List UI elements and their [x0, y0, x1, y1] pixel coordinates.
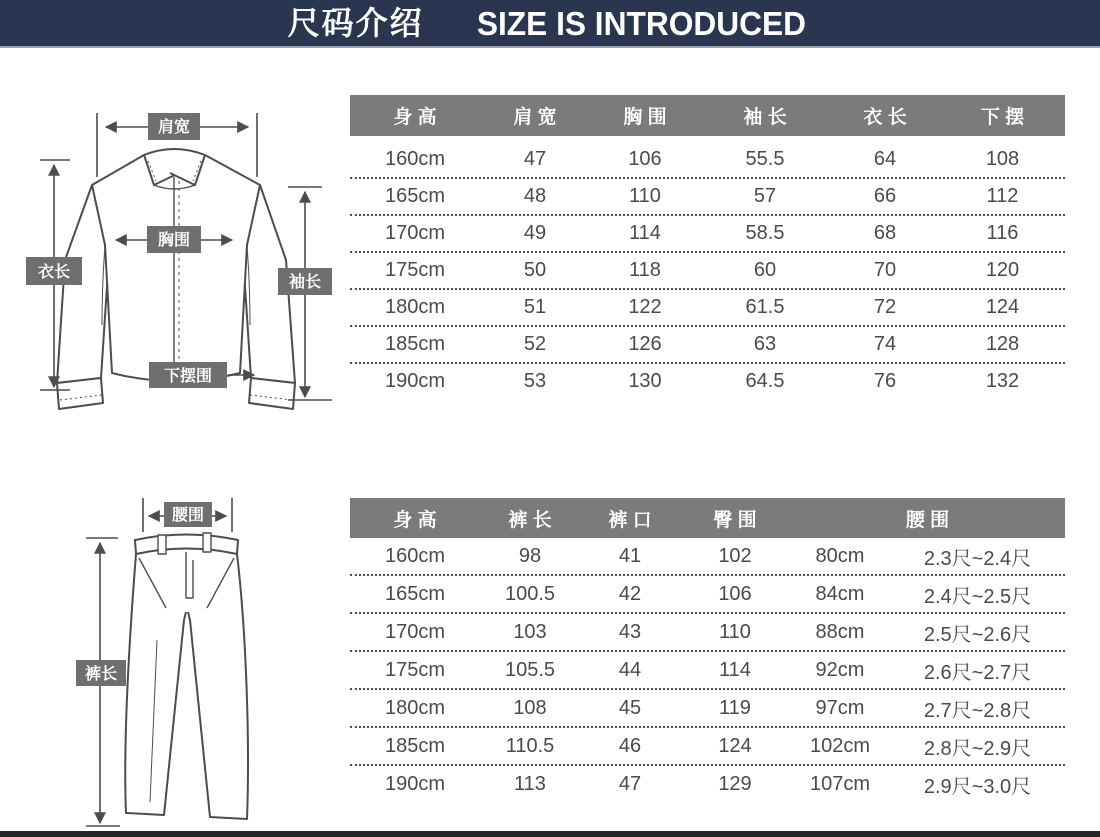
table-cell: 108	[985, 148, 1020, 170]
pants-table-header	[350, 498, 1065, 538]
table-cell: 130	[628, 370, 662, 392]
table-cell: 63	[753, 333, 777, 355]
pants-line-art	[60, 480, 350, 832]
table-cell: 80cm	[815, 544, 865, 567]
table-cell: 2.3尺~2.4尺	[923, 547, 1032, 570]
table-row	[350, 652, 1065, 690]
title-english: SIZE IS INTRODUCED	[476, 4, 806, 42]
table-cell: 126	[628, 333, 662, 355]
table-cell: 44	[618, 658, 642, 681]
col-header-hem: 下 摆	[980, 107, 1025, 128]
col-header-leg-opening: 裤 口	[608, 509, 652, 531]
chest-label: 胸围	[157, 232, 191, 249]
table-cell: 180cm	[384, 296, 446, 318]
table-cell: 120	[985, 259, 1020, 281]
table-cell: 47	[618, 772, 642, 795]
table-cell: 2.4尺~2.5尺	[923, 585, 1032, 608]
table-cell: 190cm	[384, 370, 446, 392]
table-row	[350, 576, 1065, 614]
col-header-hip: 臀 围	[713, 509, 757, 531]
table-cell: 124	[718, 734, 752, 757]
col-header-height: 身 高	[393, 107, 437, 128]
table-cell: 98	[518, 544, 542, 567]
shirt-table-rows	[350, 136, 1065, 399]
table-cell: 49	[523, 222, 547, 244]
pants-measurement-diagram	[60, 480, 350, 837]
section-title-banner	[0, 0, 1100, 48]
col-header-pants-length: 裤 长	[508, 509, 552, 531]
table-cell: 61.5	[745, 296, 785, 318]
table-cell: 160cm	[384, 544, 446, 567]
table-cell: 114	[629, 222, 661, 244]
title-chinese: 尺码介绍	[287, 5, 424, 41]
garment-length-label: 衣长	[37, 264, 71, 281]
hem-label: 下摆围	[163, 368, 213, 385]
table-cell: 113	[514, 772, 546, 795]
table-cell: 110	[719, 620, 751, 643]
table-cell: 132	[985, 370, 1020, 392]
col-header-shoulder: 肩 宽	[513, 107, 557, 128]
pants-outline	[125, 533, 248, 819]
table-cell: 41	[618, 544, 642, 567]
shirt-size-table	[350, 95, 1065, 399]
table-row	[350, 179, 1065, 216]
table-cell: 74	[873, 333, 897, 355]
table-cell: 100.5	[504, 582, 556, 605]
table-row	[350, 538, 1065, 576]
table-cell: 50	[523, 259, 547, 281]
table-cell: 45	[618, 696, 642, 719]
table-cell: 106	[718, 582, 752, 605]
table-cell: 175cm	[384, 259, 446, 281]
table-row	[350, 327, 1065, 364]
table-row	[350, 216, 1065, 253]
table-cell: 51	[523, 296, 547, 318]
table-cell: 165cm	[384, 582, 446, 605]
table-cell: 105.5	[504, 658, 556, 681]
table-cell: 108	[513, 696, 547, 719]
table-cell: 76	[873, 370, 897, 392]
table-cell: 103	[513, 620, 547, 643]
table-row	[350, 290, 1065, 327]
sleeve-length-label: 袖长	[288, 274, 322, 291]
table-row	[350, 253, 1065, 290]
table-cell: 57	[753, 185, 777, 207]
table-cell: 52	[523, 333, 547, 355]
table-cell: 129	[718, 772, 752, 795]
table-cell: 106	[628, 148, 662, 170]
table-cell: 70	[873, 259, 897, 281]
table-cell: 97cm	[815, 696, 865, 719]
table-cell: 42	[618, 582, 642, 605]
table-cell: 55.5	[745, 148, 785, 170]
next-section-edge	[0, 831, 1100, 837]
table-cell: 48	[523, 185, 547, 207]
table-cell: 88cm	[815, 620, 865, 643]
table-cell: 110.5	[505, 734, 555, 757]
table-cell: 64.5	[745, 370, 785, 392]
col-header-length: 衣 长	[863, 107, 907, 128]
table-cell: 110	[629, 185, 661, 207]
table-cell: 118	[629, 259, 661, 281]
col-header-sleeve: 袖 长	[743, 107, 787, 128]
table-cell: 122	[628, 296, 662, 318]
shirt-table-header	[350, 95, 1065, 136]
table-cell: 180cm	[384, 696, 446, 719]
waist-label: 腰围	[171, 507, 205, 524]
table-cell: 116	[986, 222, 1019, 244]
table-cell: 102cm	[809, 734, 871, 757]
col-header-chest: 胸 围	[623, 107, 667, 128]
table-cell: 72	[873, 296, 897, 318]
table-cell: 2.5尺~2.6尺	[923, 623, 1032, 646]
table-cell: 170cm	[384, 620, 446, 643]
pants-table-rows	[350, 538, 1065, 802]
table-cell: 58.5	[745, 222, 785, 244]
table-cell: 165cm	[384, 185, 446, 207]
table-cell: 102	[718, 544, 752, 567]
table-cell: 60	[753, 259, 777, 281]
table-cell: 112	[986, 185, 1019, 207]
table-cell: 107cm	[809, 772, 871, 795]
table-cell: 64	[873, 148, 897, 170]
table-cell: 2.8尺~2.9尺	[923, 737, 1032, 760]
table-cell: 47	[523, 148, 547, 170]
table-cell: 128	[985, 333, 1020, 355]
pants-size-table	[350, 498, 1065, 802]
table-cell: 185cm	[384, 734, 446, 757]
table-cell: 119	[719, 696, 751, 719]
table-cell: 2.6尺~2.7尺	[923, 661, 1032, 684]
table-cell: 175cm	[384, 658, 446, 681]
table-cell: 160cm	[384, 148, 446, 170]
table-cell: 46	[618, 734, 642, 757]
table-row	[350, 690, 1065, 728]
table-cell: 114	[719, 658, 751, 681]
table-row	[350, 364, 1065, 399]
table-cell: 124	[985, 296, 1020, 318]
table-row	[350, 142, 1065, 179]
col-header-height: 身 高	[393, 509, 437, 531]
table-cell: 190cm	[384, 772, 446, 795]
table-row	[350, 766, 1065, 802]
table-cell: 185cm	[384, 333, 446, 355]
shirt-line-art	[2, 85, 347, 425]
table-cell: 68	[873, 222, 897, 244]
pants-length-label: 裤长	[84, 666, 118, 683]
col-header-waist: 腰 围	[905, 509, 950, 531]
table-row	[350, 728, 1065, 766]
table-cell: 92cm	[815, 658, 865, 681]
table-cell: 2.7尺~2.8尺	[923, 699, 1032, 722]
shoulder-width-label: 肩宽	[157, 119, 191, 136]
table-row	[350, 614, 1065, 652]
table-cell: 43	[618, 620, 642, 643]
table-cell: 170cm	[384, 222, 446, 244]
table-cell: 2.9尺~3.0尺	[923, 775, 1032, 798]
table-cell: 84cm	[815, 582, 865, 605]
table-cell: 53	[523, 370, 547, 392]
table-cell: 66	[873, 185, 897, 207]
shirt-measurement-diagram	[2, 85, 347, 430]
